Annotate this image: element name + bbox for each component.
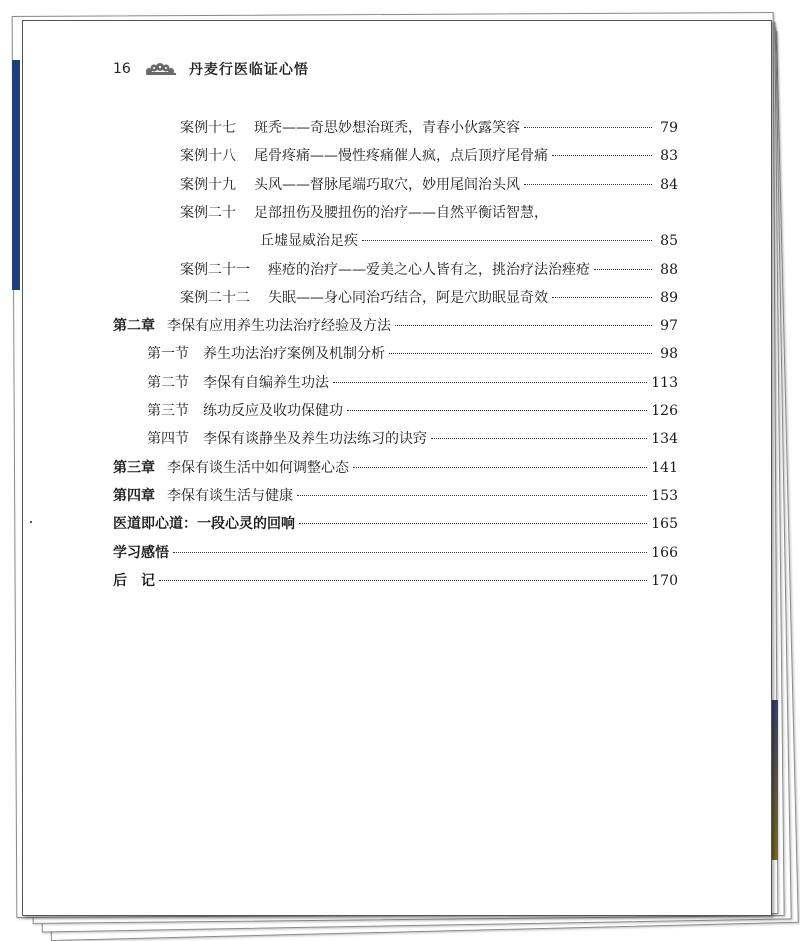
dot-leader — [524, 184, 652, 185]
toc-entry-page: 84 — [660, 176, 678, 193]
toc-entry-label: 第一节 — [147, 346, 189, 363]
running-header — [113, 59, 309, 79]
toc-entry-label: 第二章 — [113, 318, 155, 335]
toc-entry — [180, 289, 678, 307]
toc-entry-page: 165 — [651, 516, 678, 533]
toc-entry-page: 85 — [660, 233, 678, 250]
cover-edge — [12, 60, 20, 290]
dot-leader — [395, 325, 652, 326]
toc-entry-label: 案例二十 — [180, 204, 236, 221]
toc-entry — [113, 317, 678, 335]
toc-entry-title: 练功反应及收功保健功 — [203, 403, 343, 419]
toc-entry-page: 170 — [651, 572, 678, 589]
toc-entry — [180, 147, 678, 165]
toc-entry-title: 李保有谈生活中如何调整心态 — [167, 459, 349, 476]
toc-entry-label: 案例二十一 — [180, 261, 250, 278]
toc-entry — [113, 515, 678, 533]
dot-leader — [362, 240, 652, 241]
toc-entry — [180, 261, 678, 279]
toc-entry-label: 第二节 — [147, 374, 189, 391]
toc-entry-page: 134 — [651, 431, 678, 448]
toc-entry-label: 第四节 — [147, 431, 189, 448]
toc-entry-page: 89 — [660, 289, 678, 306]
toc-entry-title: 学习感悟 — [113, 544, 169, 561]
toc-entry-page: 83 — [660, 148, 678, 165]
toc-entry-title: 李保有谈静坐及养生功法练习的诀窍 — [203, 431, 427, 448]
toc-entry-page: 97 — [660, 318, 678, 335]
dot-leader — [389, 353, 652, 354]
toc-entry — [180, 204, 678, 222]
toc-entry-page: 98 — [660, 346, 678, 363]
toc-entry-label: 案例十九 — [180, 176, 236, 193]
toc-entry-label: 案例二十二 — [180, 289, 250, 306]
page-number: 16 — [113, 61, 131, 77]
dot-leader — [297, 495, 647, 496]
toc-entry-title: 足部扭伤及腰扭伤的治疗——自然平衡话智慧， — [254, 204, 548, 221]
toc-entry-title: 李保有应用养生功法治疗经验及方法 — [167, 318, 391, 335]
toc-entry — [113, 544, 678, 562]
dot-leader — [347, 410, 647, 411]
toc-entry — [147, 374, 678, 392]
toc-entry-label: 第四章 — [113, 487, 155, 504]
book-title: 丹麦行医临证心悟 — [188, 62, 309, 78]
dot-leader — [524, 127, 652, 128]
toc-entry-page: 113 — [651, 374, 678, 391]
toc-entry — [113, 487, 678, 505]
dot-leader — [333, 382, 647, 383]
toc-entry-title: 丘墟显威治足疾 — [260, 233, 358, 250]
toc-entry-title: 头风——督脉尾端巧取穴，妙用尾闾治头风 — [254, 176, 520, 193]
toc-entry-page: 141 — [651, 459, 678, 476]
toc-entry-title: 痤疮的治疗——爱美之心人皆有之，挑治疗法治痤疮 — [268, 261, 590, 278]
scan-speck — [30, 521, 32, 523]
dot-leader — [431, 438, 647, 439]
toc-entry — [147, 345, 678, 363]
dot-leader — [299, 523, 647, 524]
dot-leader — [594, 269, 652, 270]
toc-entry-title: 后 记 — [113, 572, 155, 589]
toc-entry-title: 养生功法治疗案例及机制分析 — [203, 346, 385, 363]
toc-entry — [180, 176, 678, 194]
dot-leader — [353, 467, 647, 468]
ornament-logo-icon — [143, 61, 177, 77]
toc-entry — [180, 119, 678, 137]
toc-entry — [113, 572, 678, 590]
dot-leader — [159, 580, 647, 581]
toc-entry-label: 第三章 — [113, 459, 155, 476]
toc-entry — [147, 430, 678, 448]
toc-entry-label: 案例十七 — [180, 120, 236, 136]
dot-leader — [552, 297, 652, 298]
toc-entry — [113, 459, 678, 477]
toc-entry-title: 李保有谈生活与健康 — [167, 487, 293, 504]
toc-entry-page: 153 — [651, 487, 678, 504]
toc-entry-title: 尾骨疼痛——慢性疼痛催人疯，点后顶疗尾骨痛 — [254, 148, 548, 165]
toc-entry-page: 88 — [660, 261, 678, 278]
toc-entry-page: 126 — [651, 403, 678, 419]
book-page — [22, 20, 772, 916]
dot-leader — [552, 155, 652, 156]
toc-entry-page: 79 — [660, 120, 678, 136]
toc-entry-page: 166 — [651, 544, 678, 561]
toc-entry-title: 斑秃——奇思妙想治斑秃，青春小伙露笑容 — [254, 120, 520, 136]
toc-entry-title: 李保有自编养生功法 — [203, 374, 329, 391]
toc-entry-title: 医道即心道：一段心灵的回响 — [113, 516, 295, 533]
toc-entry-label: 第三节 — [147, 403, 189, 419]
toc-entry-title: 失眠——身心同治巧结合，阿是穴助眠显奇效 — [268, 289, 548, 306]
dot-leader — [173, 552, 647, 553]
toc-entry — [260, 232, 678, 250]
toc-entry — [147, 402, 678, 420]
toc-entry-label: 案例十八 — [180, 148, 236, 165]
